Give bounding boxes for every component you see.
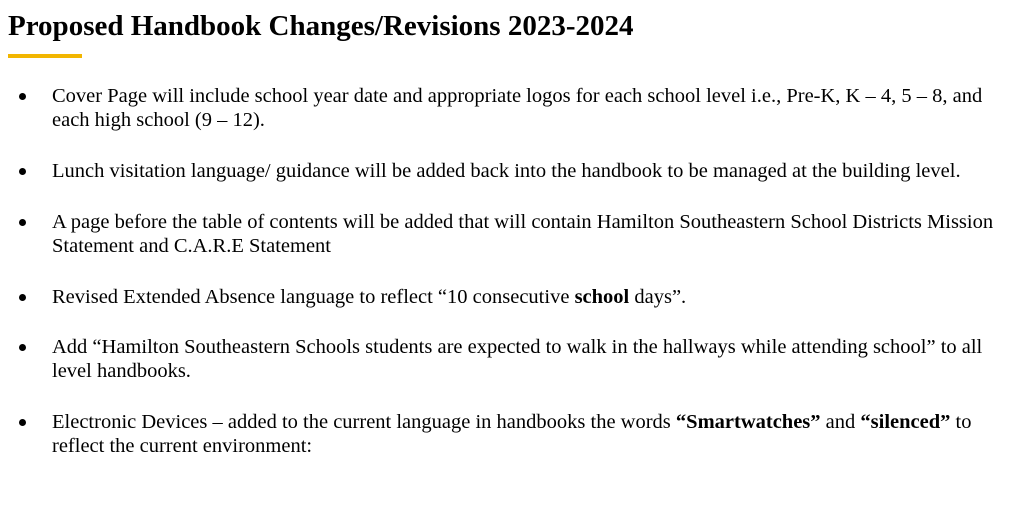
title-accent-underline — [8, 54, 82, 58]
list-item-text-bold: school — [574, 286, 630, 308]
list-item — [0, 285, 1020, 309]
list-item-text-bold: “silenced” — [860, 411, 951, 433]
list-item — [0, 159, 1020, 183]
list-item-text: Cover Page will include school year date and appropriate logos for each school level i.e., Pre-K, K – 4, 5 – 8, and each high school (9 – 12). — [52, 85, 983, 131]
list-item-text-mid: and — [820, 411, 861, 433]
bullet-icon — [19, 419, 26, 426]
list-item-text: A page before the table of contents will be added that will contain Hamilton Southeastern School Districts Mission Statement and C.A.R.E Statement — [52, 211, 994, 257]
changes-list — [0, 84, 1020, 485]
bullet-icon — [19, 168, 26, 175]
list-item-text-pre: Revised Extended Absence language to reflect “10 consecutive — [52, 286, 575, 308]
list-item-text-pre: Electronic Devices – added to the current language in handbooks the words — [52, 411, 676, 433]
bullet-icon — [19, 219, 26, 226]
list-item — [0, 410, 1020, 458]
list-item-text: Add “Hamilton Southeastern Schools students are expected to walk in the hallways while attending school” to all level handbooks. — [52, 336, 983, 382]
list-item — [0, 210, 1020, 258]
list-item-text-post: days”. — [629, 286, 687, 308]
bullet-icon — [19, 344, 26, 351]
page-title: Proposed Handbook Changes/Revisions 2023-2024 — [8, 10, 634, 42]
list-item-text: Lunch visitation language/ guidance will be added back into the handbook to be managed at the building level. — [52, 160, 961, 182]
bullet-icon — [19, 294, 26, 301]
list-item — [0, 335, 1020, 383]
list-item-text-post: to reflect the current environment: — [52, 411, 972, 457]
list-item — [0, 84, 1020, 132]
bullet-icon — [19, 93, 26, 100]
list-item-text-bold: “Smartwatches” — [675, 411, 821, 433]
